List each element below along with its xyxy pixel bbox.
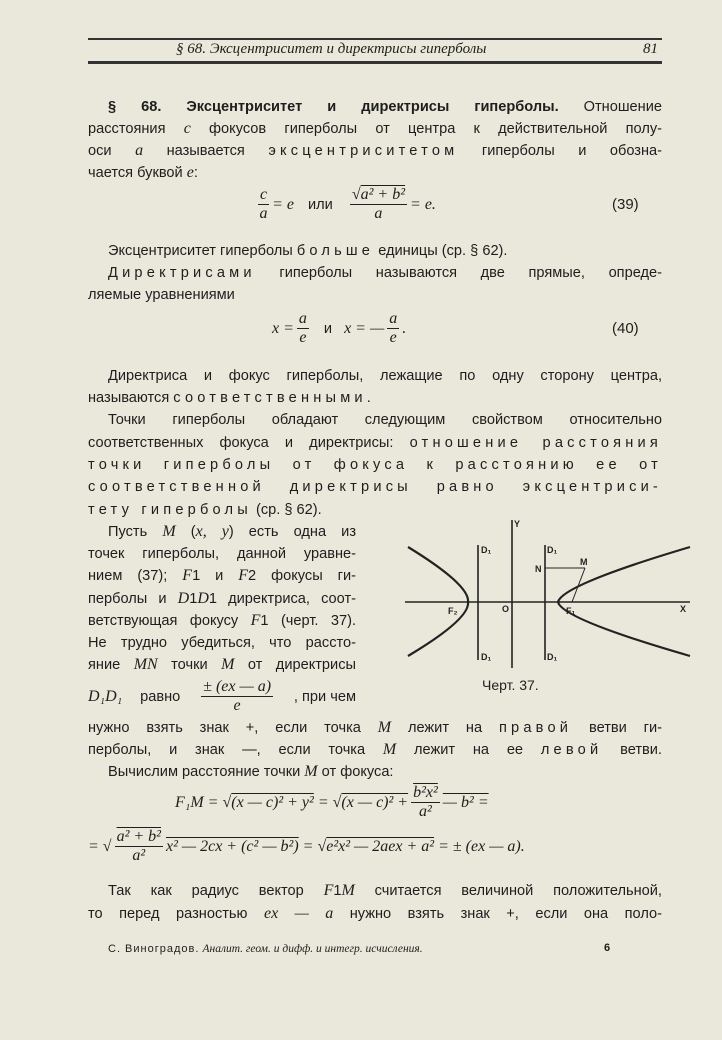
text-segment: гиперболы и обозна-: [458, 143, 662, 159]
eq39-or: или: [308, 196, 333, 213]
f1m2-lead: = √: [88, 837, 112, 855]
text-segment: (черт. 37).: [268, 613, 356, 629]
math-symbol: M: [382, 741, 397, 758]
f1m-radicand2b: — b² =: [442, 793, 489, 811]
label-f2: F₂: [448, 606, 458, 616]
label-o: O: [502, 604, 510, 614]
emphasized-text: соответственной директрисы равно эксцентриси-: [88, 479, 662, 495]
text-segment: 1: [189, 591, 198, 607]
f1m-frac-den: a²: [419, 803, 432, 820]
math-symbol: F: [250, 612, 261, 629]
eq40-den2: e: [389, 329, 397, 346]
text-segment: фокусов гиперболы от центра к действительной полу-: [190, 121, 662, 137]
math-symbol: D: [177, 590, 190, 607]
label-d-right-top: D₁: [547, 545, 558, 555]
emphasized-text: больше: [296, 243, 375, 259]
text-segment: оси: [88, 143, 136, 159]
emphasized-text: эксцентриситетом: [268, 143, 459, 159]
emphasized-text: левой: [540, 742, 603, 758]
eq39-numerator: c: [260, 186, 268, 203]
text-segment: 1: [260, 613, 269, 629]
text-segment: яние: [88, 657, 134, 673]
math-symbol: F: [323, 882, 334, 899]
text-segment: единицы (ср. § 62).: [374, 243, 508, 259]
f1m2-eq: = √: [302, 837, 327, 855]
text-segment: 1: [208, 591, 218, 607]
text-segment: расстояния: [88, 121, 184, 137]
text-segment: точки: [157, 657, 222, 673]
eq39-number: (39): [612, 196, 639, 213]
text-segment: Отношение: [558, 99, 662, 115]
math-symbol: F: [182, 567, 193, 584]
math-symbol: ex — a: [263, 905, 334, 922]
footer: [108, 943, 423, 955]
text-segment: нужно взять знак +, если точка: [88, 720, 378, 736]
footer-book-title: Аналит. геом. и дифф. и интегр. исчисления.: [202, 943, 423, 955]
f1m2-radicand2: e²x² — 2aex + a²: [326, 837, 435, 855]
mn-ravno: равно: [140, 688, 181, 705]
eq39-equals: = e: [272, 195, 295, 213]
math-symbol: D: [197, 590, 209, 607]
math-symbol: e: [186, 164, 194, 181]
eq39-radical: √a² + b²: [351, 186, 406, 203]
math-symbol: MN: [133, 656, 158, 673]
eq40-lhs1: x =: [272, 319, 294, 337]
text-segment: перболы, и знак —, если точка: [88, 742, 383, 758]
eq39-radicand: a² + b²: [360, 186, 406, 203]
text-segment: то перед разностью: [88, 906, 264, 922]
text-segment: от фокуса:: [317, 764, 394, 780]
text-segment: :: [193, 165, 198, 181]
label-d-left-top: D₁: [481, 545, 492, 555]
footer-author: С. Виноградов.: [108, 943, 200, 955]
figure-caption: Черт. 37.: [482, 677, 539, 693]
eq40-num1: a: [298, 310, 307, 327]
math-symbol: M: [377, 719, 392, 736]
math-symbol: x, y: [195, 523, 229, 540]
text-segment: Так как радиус вектор: [108, 883, 324, 899]
text-segment: нужно взять знак +, если она поло-: [333, 906, 662, 922]
math-symbol: M: [341, 882, 355, 899]
math-symbol: a: [135, 142, 144, 159]
text-segment: и: [200, 568, 239, 584]
text-segment: (ср. § 62).: [251, 502, 322, 518]
text-segment: 1: [192, 568, 201, 584]
label-y: Y: [514, 519, 521, 529]
text-segment: ветви ги-: [572, 720, 663, 736]
f1m2-frac-den: a²: [132, 847, 146, 864]
label-x: X: [680, 604, 687, 614]
math-symbol: M: [304, 763, 318, 780]
f1m-radicand1: (x — c)² + y²: [231, 793, 314, 811]
f1m-eq: = √: [317, 793, 342, 811]
emphasized-text: тету гиперболы: [88, 502, 252, 518]
text-segment: перболы и: [88, 591, 178, 607]
label-f1: F₁: [566, 606, 576, 616]
text-segment: 2: [248, 568, 257, 584]
text-segment: ) есть одна из: [228, 524, 357, 540]
emphasized-text: отношение расстояния: [409, 435, 662, 451]
mn-denominator: e: [233, 697, 241, 714]
mn-numerator: ± (ex — a): [203, 678, 272, 695]
text-segment: Точки гиперболы обладают следующим свойством относительно: [108, 412, 662, 428]
label-m: M: [580, 557, 588, 567]
emphasized-text: Директрисами: [108, 265, 256, 281]
text-segment: Пусть: [108, 524, 163, 540]
text-segment: считается величиной положительной,: [354, 883, 662, 899]
text-segment: директриса, соот-: [217, 591, 356, 607]
text-segment: ветви.: [602, 742, 662, 758]
emphasized-text: точки гиперболы от фокуса к расстоянию ее от: [88, 457, 662, 473]
text-segment: точек гиперболы, данной уравне-: [88, 546, 356, 562]
page-number: 81: [643, 41, 658, 57]
f1m-lhs: F₁M = √: [175, 793, 232, 811]
mn-tail: , при чем: [293, 688, 356, 705]
text-segment: Директриса и фокус гиперболы, лежащие по одну сторону центра,: [108, 368, 662, 384]
f1m-radicand2a: (x — c)² +: [341, 793, 409, 811]
text-segment: лежит на: [391, 720, 499, 736]
math-symbol: F: [238, 567, 249, 584]
eq39-equals2: = e.: [410, 195, 436, 213]
text-segment: лежит на ее: [396, 742, 541, 758]
text-segment: соответственных фокуса и директрисы:: [88, 435, 410, 451]
emphasized-text: правой: [498, 720, 573, 736]
emphasized-text: соответственными.: [173, 390, 376, 406]
math-symbol: M: [162, 523, 176, 540]
eq40-and: и: [323, 320, 333, 337]
eq39-denominator: a: [259, 205, 268, 222]
eq40-num2: a: [389, 310, 398, 327]
mn-d1d1: D₁D₁: [88, 687, 123, 705]
eq40-number: (40): [612, 320, 639, 337]
text-segment: называются: [88, 390, 174, 406]
section-heading: § 68. Эксцентриситет и директрисы гиперболы.: [108, 99, 559, 115]
label-n: N: [535, 564, 542, 574]
text-segment: нием (37);: [88, 568, 183, 584]
text-segment: называется: [143, 143, 269, 159]
text-segment: Вычислим расстояние точки: [108, 764, 305, 780]
eq39-denominator2: a: [374, 205, 383, 222]
math-symbol: M: [221, 656, 235, 673]
text-segment: Не трудно убедиться, что рассто-: [88, 635, 356, 651]
running-title: § 68. Эксцентриситет и директрисы гиперболы: [176, 41, 487, 57]
text-segment: ляемые уравнениями: [88, 287, 235, 303]
eq40-den1: e: [299, 329, 307, 346]
math-symbol: c: [183, 120, 191, 137]
label-d-left-bottom: D₁: [481, 652, 492, 662]
f1m2-frac-num: a² + b²: [116, 828, 161, 845]
text-segment: фокусы ги-: [256, 568, 356, 584]
eq40-lhs2: x = —: [344, 319, 385, 337]
text-segment: 1: [333, 883, 342, 899]
text-segment: от директрисы: [234, 657, 356, 673]
text-segment: Эксцентриситет гиперболы: [108, 243, 297, 259]
text-segment: (: [175, 524, 196, 540]
eq40-dot: .: [402, 319, 407, 337]
text-segment: чается буквой: [88, 165, 187, 181]
f1m2-radicand1: x² — 2cx + (c² — b²): [165, 837, 299, 855]
text-segment: гиперболы называются две прямые, опреде-: [255, 265, 662, 281]
label-d-right-bottom: D₁: [547, 652, 558, 662]
f1m-frac-num: b²x²: [413, 784, 438, 801]
f1m2-tail: = ± (ex — a).: [438, 837, 525, 855]
text-segment: ветствующая фокусу: [88, 613, 251, 629]
signature-mark: 6: [604, 942, 611, 954]
